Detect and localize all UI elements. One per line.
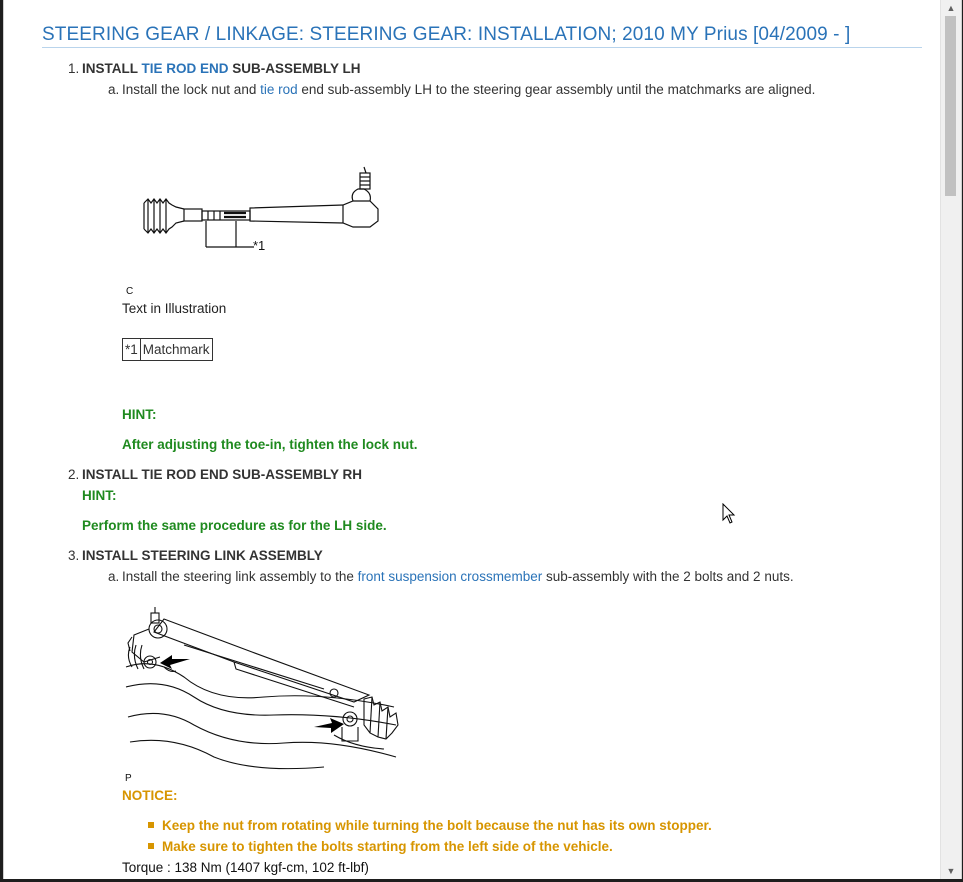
step-1-hint-text: After adjusting the toe-in, tighten the lock nut.	[122, 437, 418, 452]
step-1-number: 1.	[68, 61, 80, 76]
notice-item-1: Keep the nut from rotating while turning the bolt because the nut has its own stopper.	[162, 818, 712, 833]
step-3-number: 3.	[68, 548, 80, 563]
scrollbar-thumb[interactable]	[945, 16, 956, 196]
step-1a-text	[122, 82, 815, 97]
document-window	[3, 0, 962, 879]
step-1-heading-post: SUB-ASSEMBLY LH	[228, 61, 361, 76]
step-3a-letter: a.	[108, 569, 120, 584]
notice-bullet-2	[148, 843, 154, 849]
steering-link-illustration	[124, 607, 402, 777]
torque-spec: Torque : 138 Nm (1407 kgf-cm, 102 ft-lbf)	[122, 860, 369, 875]
step-2-heading: INSTALL TIE ROD END SUB-ASSEMBLY RH	[82, 467, 363, 482]
scroll-down-arrow-icon[interactable]: ▼	[946, 866, 956, 876]
step-1a-post: end sub-assembly LH to the steering gear assembly until the matchmarks are aligned.	[297, 82, 816, 97]
figure-1-label: *1	[253, 238, 266, 253]
notice-bullet-1	[148, 822, 154, 828]
tie-rod-link[interactable]: tie rod	[260, 82, 298, 97]
tie-rod-end-link[interactable]: TIE ROD END	[141, 61, 229, 76]
step-3-heading: INSTALL STEERING LINK ASSEMBLY	[82, 548, 323, 563]
notice-label: NOTICE:	[122, 788, 178, 803]
figure-1-code: C	[126, 286, 134, 297]
step-2-number: 2.	[68, 467, 80, 482]
step-1-heading-pre: INSTALL	[82, 61, 142, 76]
step-1a-letter: a.	[108, 82, 120, 97]
scroll-up-arrow-icon[interactable]: ▲	[946, 3, 956, 13]
illustration-legend-table	[122, 338, 213, 361]
mouse-pointer-icon	[722, 503, 736, 525]
front-suspension-crossmember-link[interactable]: front suspension crossmember	[357, 569, 543, 584]
vertical-scrollbar[interactable]	[940, 0, 961, 879]
legend-title: Text in Illustration	[122, 301, 227, 316]
step-1-heading	[82, 61, 361, 76]
step-1a-pre: Install the lock nut and	[122, 82, 261, 97]
step-2-hint-label: HINT:	[82, 488, 117, 503]
step-2-hint-text: Perform the same procedure as for the LH side.	[82, 518, 387, 533]
document-content	[4, 0, 938, 879]
page-title: STEERING GEAR / LINKAGE: STEERING GEAR: INSTALLATION; 2010 MY Prius [04/2009 - ]	[42, 24, 922, 48]
notice-item-2: Make sure to tighten the bolts starting from the left side of the vehicle.	[162, 839, 613, 854]
step-1-hint-label: HINT:	[122, 407, 157, 422]
step-3a-pre: Install the steering link assembly to the	[122, 569, 358, 584]
legend-row	[123, 339, 213, 361]
step-3a-text	[122, 569, 794, 584]
step-3a-post: sub-assembly with the 2 bolts and 2 nuts.	[542, 569, 794, 584]
figure-2-code: P	[125, 773, 132, 784]
legend-value: Matchmark	[140, 339, 212, 361]
right-bolt-arrow	[314, 718, 344, 733]
legend-key: *1	[123, 339, 141, 361]
